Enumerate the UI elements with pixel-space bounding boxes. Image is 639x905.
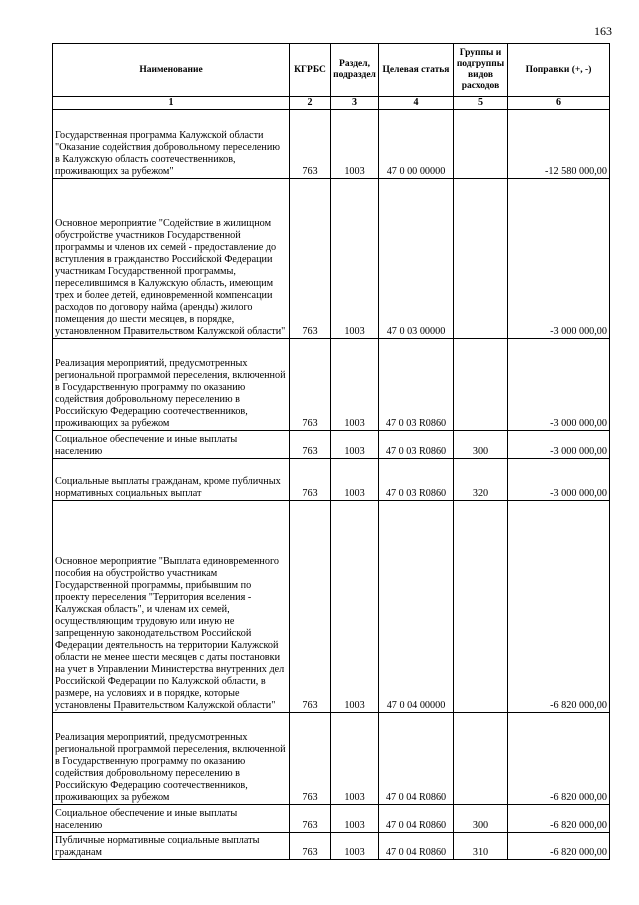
header-kgrbs: КГРБС (290, 44, 331, 97)
row-vid-raskhodov (454, 339, 508, 431)
row-name: Основное мероприятие "Содействие в жилищном обустройстве участников Государственной программы и членов их семей - предоставление до вступления в гражданство Российской Федерации участникам Государственной программы, переселившимся в Калужскую область, имеющим трех и более детей, единовременной компенсации расходов по договору найма (аренды) жилого помещения до шести месяцев, в порядке, установленном Правительством Калужской области" (53, 179, 290, 339)
row-popravki: -3 000 000,00 (508, 459, 610, 501)
row-razdel: 1003 (331, 110, 379, 179)
row-razdel: 1003 (331, 805, 379, 833)
row-tselevaya-statya: 47 0 04 R0860 (379, 805, 454, 833)
header-popravki: Поправки (+, -) (508, 44, 610, 97)
row-popravki: -6 820 000,00 (508, 713, 610, 805)
row-kgrbs: 763 (290, 179, 331, 339)
column-number: 6 (508, 97, 610, 110)
row-tselevaya-statya: 47 0 03 R0860 (379, 431, 454, 459)
row-name: Реализация мероприятий, предусмотренных региональной программой переселения, включенной в Государственную программу по оказанию содействия добровольному переселению в Российскую Федерацию соотечественников, проживающих за рубежом (53, 713, 290, 805)
row-vid-raskhodov: 300 (454, 431, 508, 459)
row-kgrbs: 763 (290, 431, 331, 459)
row-tselevaya-statya: 47 0 04 R0860 (379, 833, 454, 860)
table-row (53, 179, 610, 339)
row-kgrbs: 763 (290, 110, 331, 179)
table-row (53, 339, 610, 431)
table-row (53, 805, 610, 833)
row-name: Социальное обеспечение и иные выплаты населению (53, 805, 290, 833)
row-kgrbs: 763 (290, 713, 331, 805)
header-razdel: Раздел, подраздел (331, 44, 379, 97)
header-row (53, 44, 610, 97)
table-row (53, 110, 610, 179)
row-razdel: 1003 (331, 501, 379, 713)
column-number: 4 (379, 97, 454, 110)
row-name: Государственная программа Калужской области "Оказание содействия добровольному переселению в Калужскую область соотечественников, проживающих за рубежом" (53, 110, 290, 179)
table-row (53, 833, 610, 860)
row-razdel: 1003 (331, 459, 379, 501)
row-kgrbs: 763 (290, 459, 331, 501)
row-name: Реализация мероприятий, предусмотренных региональной программой переселения, включенной в Государственную программу по оказанию содействия добровольному переселению в Российскую Федерацию соотечественников, проживающих за рубежом (53, 339, 290, 431)
row-vid-raskhodov (454, 110, 508, 179)
row-kgrbs: 763 (290, 501, 331, 713)
row-kgrbs: 763 (290, 833, 331, 860)
row-vid-raskhodov: 310 (454, 833, 508, 860)
row-tselevaya-statya: 47 0 03 R0860 (379, 339, 454, 431)
table-row (53, 459, 610, 501)
row-razdel: 1003 (331, 179, 379, 339)
column-number: 2 (290, 97, 331, 110)
row-razdel: 1003 (331, 339, 379, 431)
row-name: Основное мероприятие "Выплата единовременного пособия на обустройство участникам Государственной программы, прибывшим по проекту переселения "Территория вселения - Калужская область", и членам их семей, осуществляющим трудовую или иную не запрещенную законодательством Российской Федерации деятельность на территории Калужской области не менее шести месяцев с даты постановки на учет в Управлении Министерства внутренних дел Российской Федерации по Калужской области, в размере, на условиях и в порядке, которые установлены Правительством Калужской области" (53, 501, 290, 713)
row-name: Социальные выплаты гражданам, кроме публичных нормативных социальных выплат (53, 459, 290, 501)
row-vid-raskhodov (454, 179, 508, 339)
row-popravki: -3 000 000,00 (508, 431, 610, 459)
row-tselevaya-statya: 47 0 03 R0860 (379, 459, 454, 501)
row-razdel: 1003 (331, 833, 379, 860)
row-tselevaya-statya: 47 0 00 00000 (379, 110, 454, 179)
row-popravki: -6 820 000,00 (508, 833, 610, 860)
table-row (53, 431, 610, 459)
header-vid-raskhodov: Группы и подгруппы видов расходов (454, 44, 508, 97)
table-row (53, 501, 610, 713)
row-razdel: 1003 (331, 431, 379, 459)
row-vid-raskhodov: 300 (454, 805, 508, 833)
row-popravki: -12 580 000,00 (508, 110, 610, 179)
header-tselevaya-statya: Целевая статья (379, 44, 454, 97)
column-number: 1 (53, 97, 290, 110)
row-popravki: -3 000 000,00 (508, 339, 610, 431)
row-popravki: -6 820 000,00 (508, 805, 610, 833)
budget-amendments-table (52, 43, 610, 860)
row-popravki: -3 000 000,00 (508, 179, 610, 339)
table-row (53, 713, 610, 805)
row-razdel: 1003 (331, 713, 379, 805)
page-number: 163 (594, 24, 612, 38)
row-tselevaya-statya: 47 0 03 00000 (379, 179, 454, 339)
column-number-row (53, 97, 610, 110)
row-kgrbs: 763 (290, 805, 331, 833)
row-name: Публичные нормативные социальные выплаты гражданам (53, 833, 290, 860)
row-kgrbs: 763 (290, 339, 331, 431)
row-vid-raskhodov (454, 501, 508, 713)
column-number: 3 (331, 97, 379, 110)
column-number: 5 (454, 97, 508, 110)
row-tselevaya-statya: 47 0 04 00000 (379, 501, 454, 713)
row-name: Социальное обеспечение и иные выплаты населению (53, 431, 290, 459)
row-popravki: -6 820 000,00 (508, 501, 610, 713)
row-vid-raskhodov (454, 713, 508, 805)
row-vid-raskhodov: 320 (454, 459, 508, 501)
row-tselevaya-statya: 47 0 04 R0860 (379, 713, 454, 805)
header-name: Наименование (53, 44, 290, 97)
